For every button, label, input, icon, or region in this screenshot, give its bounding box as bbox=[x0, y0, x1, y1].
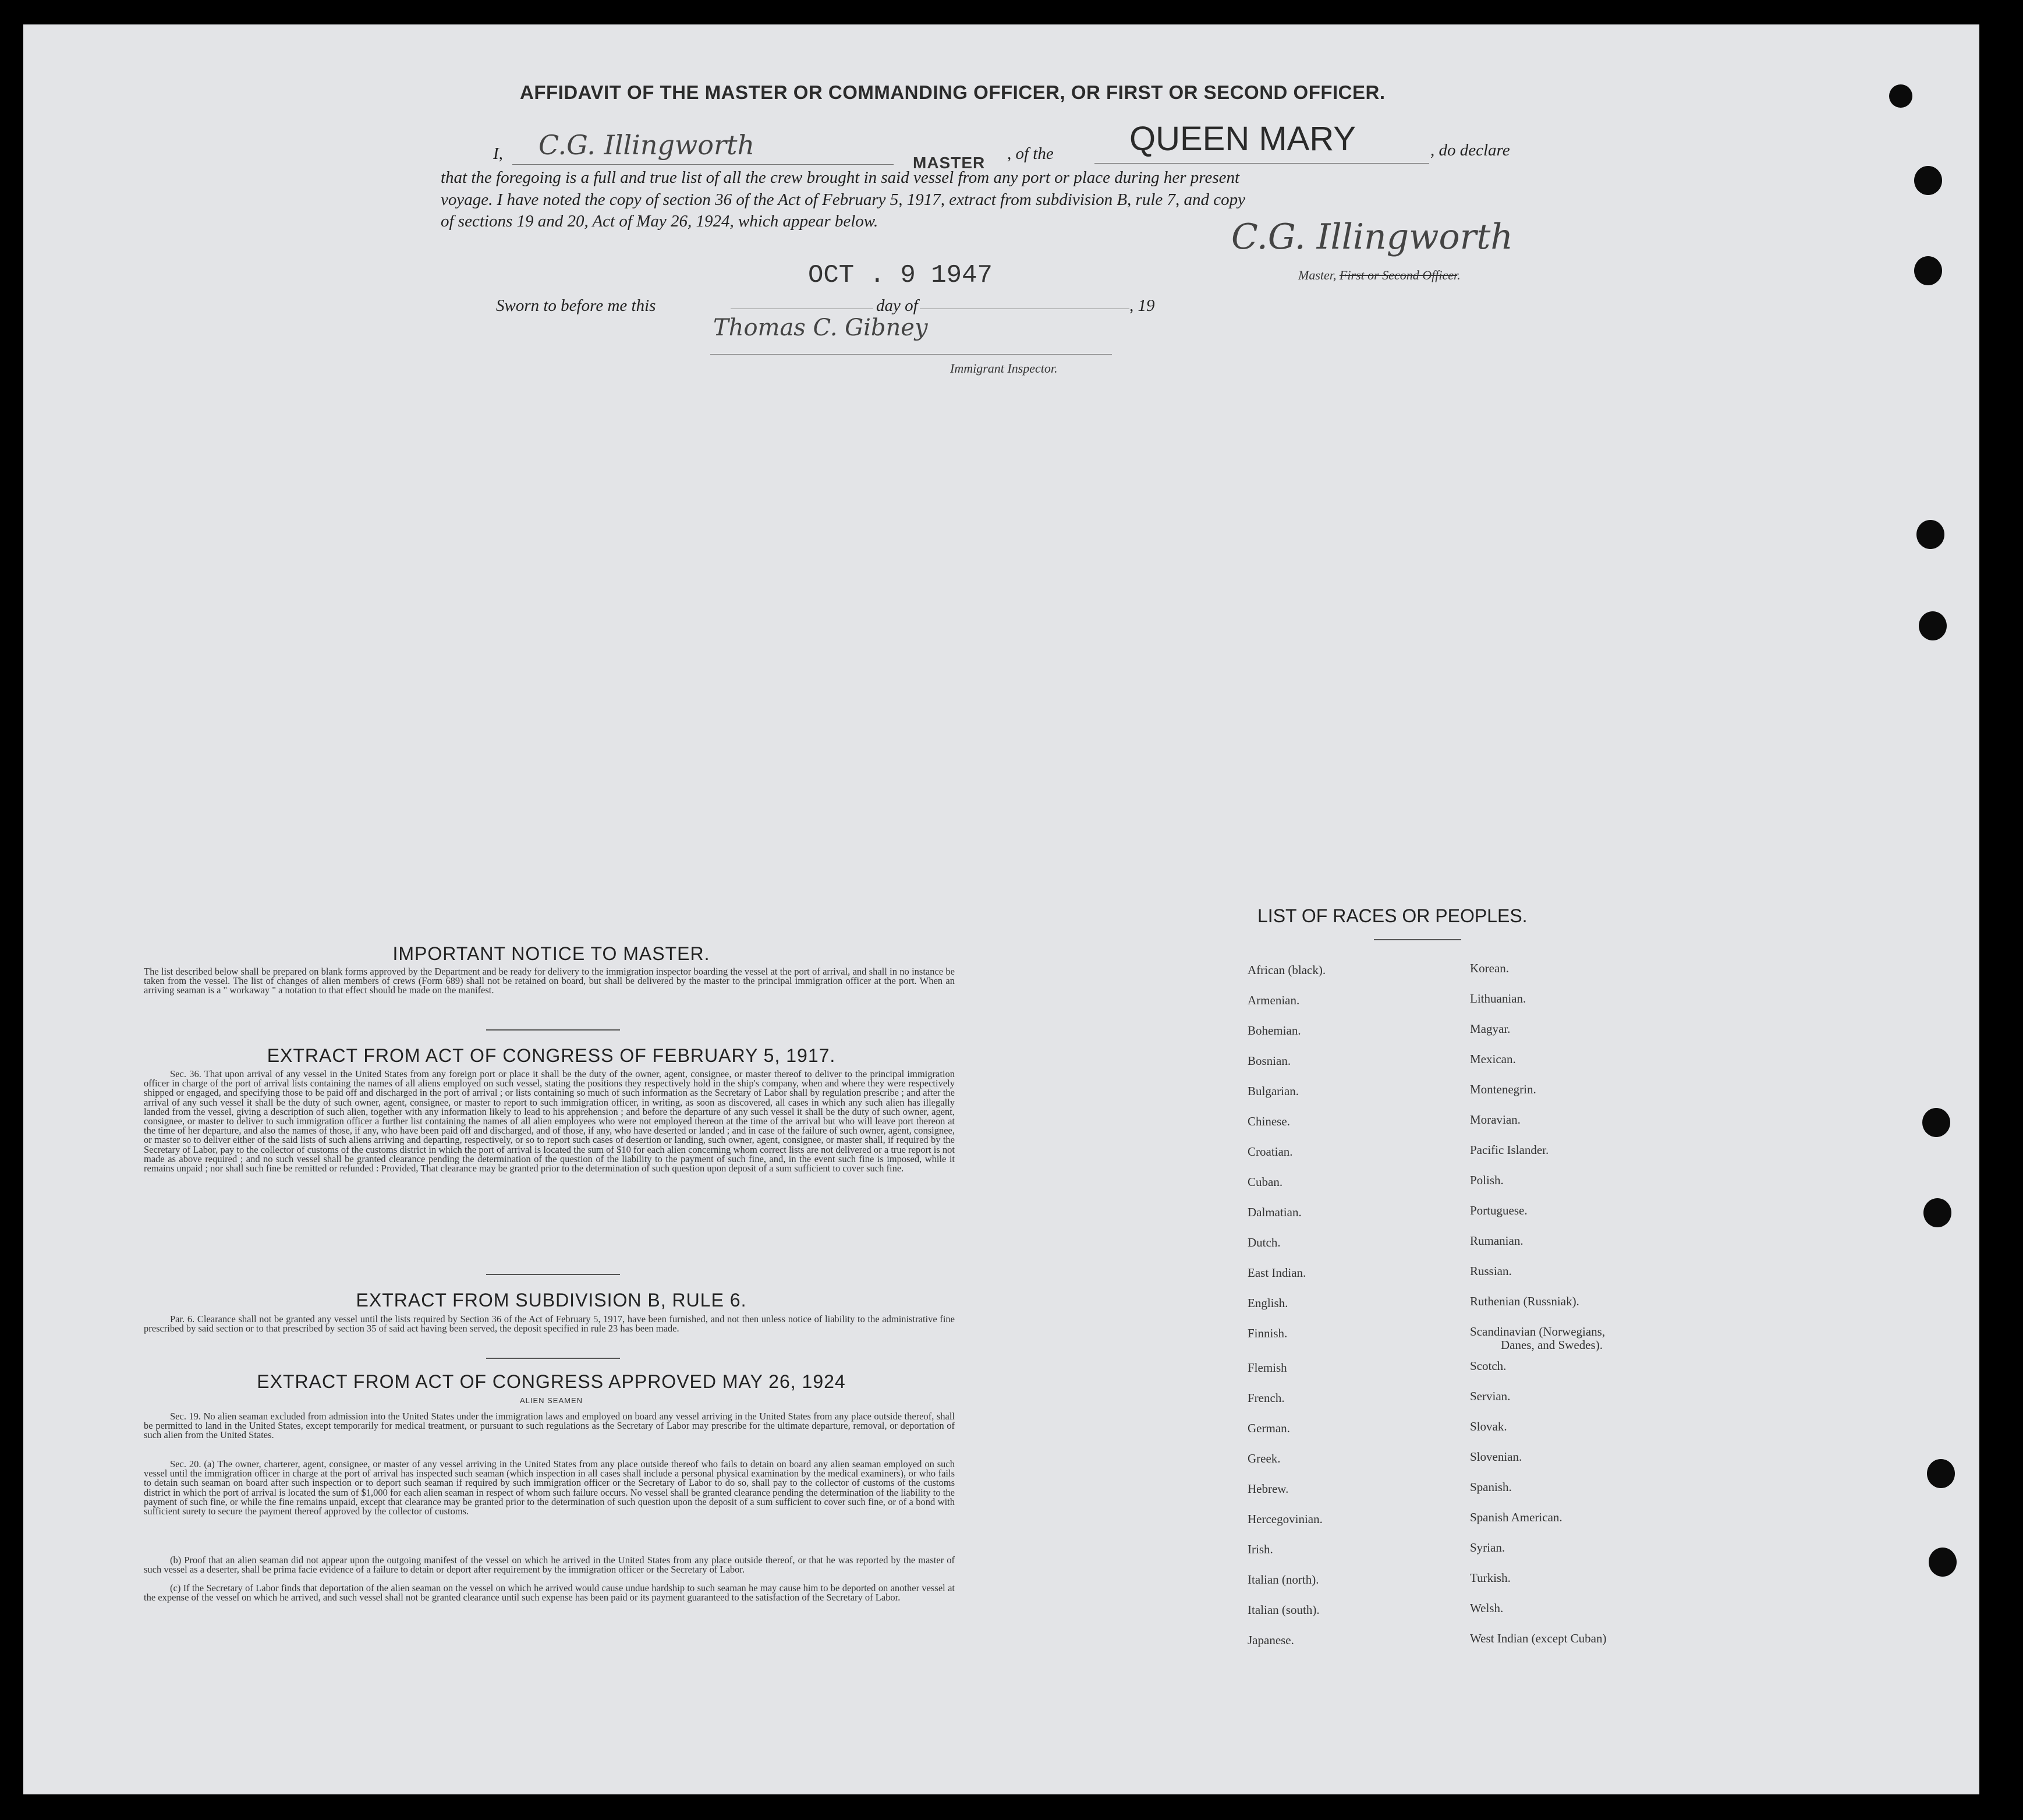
signature-caption bbox=[1298, 268, 1461, 283]
affidavit-line-2: that the foregoing is a full and true list of all the crew brought in said vessel from any port or place during her present bbox=[441, 168, 1240, 187]
race-item: West Indian (except Cuban) bbox=[1470, 1631, 1607, 1645]
rank-text: MASTER bbox=[913, 154, 986, 172]
extract-1917-title: EXTRACT FROM ACT OF CONGRESS OF FEBRUARY 5, 1917. bbox=[267, 1045, 836, 1066]
race-item-continued: Danes, and Swedes). bbox=[1501, 1338, 1603, 1352]
race-item: Bosnian. bbox=[1248, 1054, 1291, 1068]
extract-1924-title: EXTRACT FROM ACT OF CONGRESS APPROVED MAY 26, 1924 bbox=[257, 1371, 846, 1392]
punch-hole bbox=[1916, 520, 1944, 549]
extract-1917-text: Sec. 36. That upon arrival of any vessel in the United States from any foreign port or place it shall be the duty of the owner, agent, consignee, or master thereof to deliver to the principal immigration officer in charge of the port of arrival lists containing the names of all aliens employed on such vessel, stating the positions they respectively hold in the ship's company, when and where they were respectively shipped or engaged, and specifying those to be paid off and discharged in the port of arrival ; or lists containing so much of such information as the Secretary of Labor shall by regulation prescribe ; and after the arrival of any such vessel it shall be the duty of such owner, agent, consignee, or master to report to such immigration officer, in writing, as soon as discovered, all cases in which any such alien has illegally landed from the vessel, giving a description of such alien, together with any information likely to lead to his apprehension ; and before the departure of any such vessel it shall be the duty of such owner, agent, consignee, or master to deliver to such immigration officer a further list containing the names of all alien employees who were not employed thereon at the time of the arrival but who will leave port thereon at the time of her departure, and also the names of those, if any, who have been paid off and discharged, and of those, if any, who have deserted or landed ; and in case of the failure of such owner, agent, consignee, or master so to deliver either of the said lists of such aliens arriving and departing, respectively, or so to report such cases of desertion or landing, such owner, agent, consignee, or master shall, if required by the Secretary of Labor, pay to the collector of customs of the customs district in which the port of arrival is located the sum of $10 for each alien concerning whom correct lists are not delivered or a true report is not made as above required ; and no such vessel shall be granted clearance pending the determination of the question of the liability to the payment of such fine, and, in the event such fine is imposed, while it remains unpaid ; nor shall such fine be remitted or refunded : Provided, That clearance may be granted prior to the determination of such question upon deposit of a sum sufficient to cover such fine. bbox=[144, 1068, 955, 1174]
race-item: East Indian. bbox=[1248, 1266, 1306, 1280]
race-item: Spanish. bbox=[1470, 1480, 1512, 1494]
extract-1924-sec20a: Sec. 20. (a) The owner, charterer, agent, consignee, or master of any vessel arriving in the United States from any place outside thereof who fails to detain on board any alien seaman employed on such vessel until the immigration officer in charge at the port of arrival has inspected such seaman (which inspection in all cases shall include a personal physical examination by the medical examiners), or who fails to detain such seaman on board after such inspection or to deport such seaman if required by such immigration officer or the Secretary of Labor to do so, shall pay to the collector of customs of the customs district in which the port of arrival is located the sum of $1,000 for each alien seaman in respect of whom such failure occurs. No vessel shall be granted clearance pending the determination of the liability to the payment of such fine, or while the fine remains unpaid, except that clearance may be granted prior to the determination of such question upon the deposit of a sum sufficient to cover such fine, or of a bond with sufficient surety to secure the payment thereof approved by the collector of customs. bbox=[144, 1458, 955, 1517]
of-the-text: , of the bbox=[1007, 144, 1054, 163]
race-item: Italian (south). bbox=[1248, 1603, 1320, 1617]
signature-caption-master: Master, bbox=[1298, 268, 1337, 282]
master-name-field-line bbox=[512, 164, 894, 165]
subdivision-title: EXTRACT FROM SUBDIVISION B, RULE 6. bbox=[356, 1290, 747, 1311]
day-of-text: day of bbox=[876, 296, 918, 315]
inspector-caption: Immigrant Inspector. bbox=[950, 361, 1058, 376]
race-item: Pacific Islander. bbox=[1470, 1143, 1549, 1157]
date-stamp: OCT . 9 1947 bbox=[808, 261, 993, 290]
master-name-handwritten: C.G. Illingworth bbox=[538, 129, 755, 161]
race-item: Montenegrin. bbox=[1470, 1082, 1536, 1096]
race-item: Moravian. bbox=[1470, 1113, 1521, 1127]
divider bbox=[486, 1029, 620, 1031]
race-item: Flemish bbox=[1248, 1361, 1287, 1375]
extract-1924-subtitle: ALIEN SEAMEN bbox=[519, 1396, 583, 1405]
affidavit-line-4: of sections 19 and 20, Act of May 26, 1924, which appear below. bbox=[441, 212, 878, 231]
race-item: Spanish American. bbox=[1470, 1510, 1563, 1524]
race-item: Korean. bbox=[1470, 961, 1510, 975]
race-item: Slovak. bbox=[1470, 1419, 1507, 1433]
race-item: Welsh. bbox=[1470, 1601, 1504, 1615]
divider bbox=[486, 1358, 620, 1359]
race-item: Syrian. bbox=[1470, 1541, 1505, 1555]
vessel-field-line bbox=[1094, 163, 1429, 164]
race-item: Croatian. bbox=[1248, 1145, 1293, 1159]
race-item: Dutch. bbox=[1248, 1235, 1281, 1249]
subdivision-text: Par. 6. Clearance shall not be granted any vessel until the lists required by Section 36 of the Act of February 5, 1917, have been furnished, and not then unless notice of liability to the administrative fine prescribed by said section or to that prescribed by section 35 of said act having been served, the deposit specified in rule 23 has been made. bbox=[144, 1313, 955, 1334]
extract-1924-sec20b: (b) Proof that an alien seaman did not appear upon the outgoing manifest of the vessel on which he arrived in the United States from any place outside thereof, or that he was reported by the master of such vessel as a deserter, shall be prima facie evidence of a failure to detain or deport after requirement by the immigration officer or the Secretary of Labor. bbox=[144, 1555, 955, 1575]
race-item: Bulgarian. bbox=[1248, 1084, 1299, 1098]
race-item: Hercegovinian. bbox=[1248, 1512, 1323, 1526]
i-label: I, bbox=[493, 144, 503, 163]
affidavit-line-3: voyage. I have noted the copy of section 36 of the Act of February 5, 1917, extract from subdivision B, rule 7, and copy bbox=[441, 190, 1246, 209]
extract-1924-sec19: Sec. 19. No alien seaman excluded from admission into the United States under the immigration laws and employed on board any vessel arriving in the United States from any place outside thereof, shall be permitted to land in the United States, except temporarily for medical treatment, or pursuant to such regulations as the Secretary of Labor may prescribe for the ultimate departure, removal, or deportation of such alien from the United States. bbox=[144, 1411, 955, 1441]
race-item: Magyar. bbox=[1470, 1022, 1511, 1036]
race-item: German. bbox=[1248, 1421, 1290, 1435]
signature-caption-period: . bbox=[1457, 268, 1461, 282]
affidavit-title: AFFIDAVIT OF THE MASTER OR COMMANDING OFFICER, OR FIRST OR SECOND OFFICER. bbox=[520, 82, 1386, 103]
notice-title: IMPORTANT NOTICE TO MASTER. bbox=[392, 943, 710, 964]
vessel-name: QUEEN MARY bbox=[1129, 120, 1356, 158]
race-item: Portuguese. bbox=[1470, 1203, 1528, 1217]
notice-text: The list described below shall be prepared on blank forms approved by the Department and be ready for delivery to the immigration inspector boarding the vessel at the port of arrival, and shall in no instance be taken from the vessel. The list of changes of alien members of crews (Form 689) shall not be retained on board, but shall be delivered by the master to the principal immigration officer at the port. When an arriving seaman is a " workaway " a notation to that effect should be made on the manifest. bbox=[144, 966, 955, 996]
extract-1924-sec20c: (c) If the Secretary of Labor finds that deportation of the alien seaman on the vessel on which he arrived would cause undue hardship to such seaman he may cause him to be deported on another vessel at the expense of the vessel on which he arrived, and such vessel shall not be granted clearance until such expense has been paid or its payment guaranteed to the satisfaction of the Secretary of Labor. bbox=[144, 1582, 955, 1603]
document-page bbox=[23, 24, 1979, 1794]
punch-hole bbox=[1914, 256, 1942, 285]
race-item: Japanese. bbox=[1248, 1633, 1294, 1647]
sworn-text: Sworn to before me this bbox=[496, 296, 656, 315]
punch-hole bbox=[1927, 1459, 1955, 1488]
race-item: Cuban. bbox=[1248, 1175, 1283, 1189]
race-item: Rumanian. bbox=[1470, 1234, 1524, 1248]
inspector-field-line bbox=[710, 354, 1112, 355]
race-item: Dalmatian. bbox=[1248, 1205, 1302, 1219]
race-item: Mexican. bbox=[1470, 1052, 1516, 1066]
race-item: Bohemian. bbox=[1248, 1024, 1301, 1038]
race-item: African (black). bbox=[1248, 963, 1326, 977]
race-item: Servian. bbox=[1470, 1389, 1511, 1403]
race-item: French. bbox=[1248, 1391, 1285, 1405]
punch-hole bbox=[1923, 1198, 1951, 1227]
race-item: Italian (north). bbox=[1248, 1573, 1319, 1587]
race-item: Polish. bbox=[1470, 1173, 1504, 1187]
race-item: Slovenian. bbox=[1470, 1450, 1522, 1464]
race-item: Armenian. bbox=[1248, 993, 1300, 1007]
do-declare-text: , do declare bbox=[1430, 141, 1510, 160]
punch-hole bbox=[1922, 1108, 1950, 1137]
divider bbox=[1374, 939, 1461, 940]
race-item: English. bbox=[1248, 1296, 1288, 1310]
race-item: Ruthenian (Russniak). bbox=[1470, 1294, 1579, 1308]
race-item: Scandinavian (Norwegians, bbox=[1470, 1325, 1606, 1339]
master-signature: C.G. Illingworth bbox=[1231, 217, 1514, 257]
race-item: Chinese. bbox=[1248, 1114, 1290, 1128]
race-item: Scotch. bbox=[1470, 1359, 1507, 1373]
race-item: Irish. bbox=[1248, 1542, 1273, 1556]
race-item: Hebrew. bbox=[1248, 1482, 1289, 1496]
punch-hole bbox=[1929, 1548, 1957, 1577]
race-item: Finnish. bbox=[1248, 1326, 1288, 1340]
race-item: Russian. bbox=[1470, 1264, 1512, 1278]
races-title: LIST OF RACES OR PEOPLES. bbox=[1257, 905, 1528, 926]
inspector-signature: Thomas C. Gibney bbox=[713, 314, 928, 341]
race-item: Turkish. bbox=[1470, 1571, 1511, 1585]
divider bbox=[486, 1274, 620, 1275]
punch-hole bbox=[1889, 84, 1912, 108]
year-text: , 19 bbox=[1129, 296, 1155, 315]
race-item: Greek. bbox=[1248, 1451, 1281, 1465]
signature-caption-struck: First or Second Officer bbox=[1339, 268, 1458, 282]
race-item: Lithuanian. bbox=[1470, 992, 1526, 1005]
punch-hole bbox=[1919, 611, 1947, 640]
punch-hole bbox=[1914, 166, 1942, 195]
